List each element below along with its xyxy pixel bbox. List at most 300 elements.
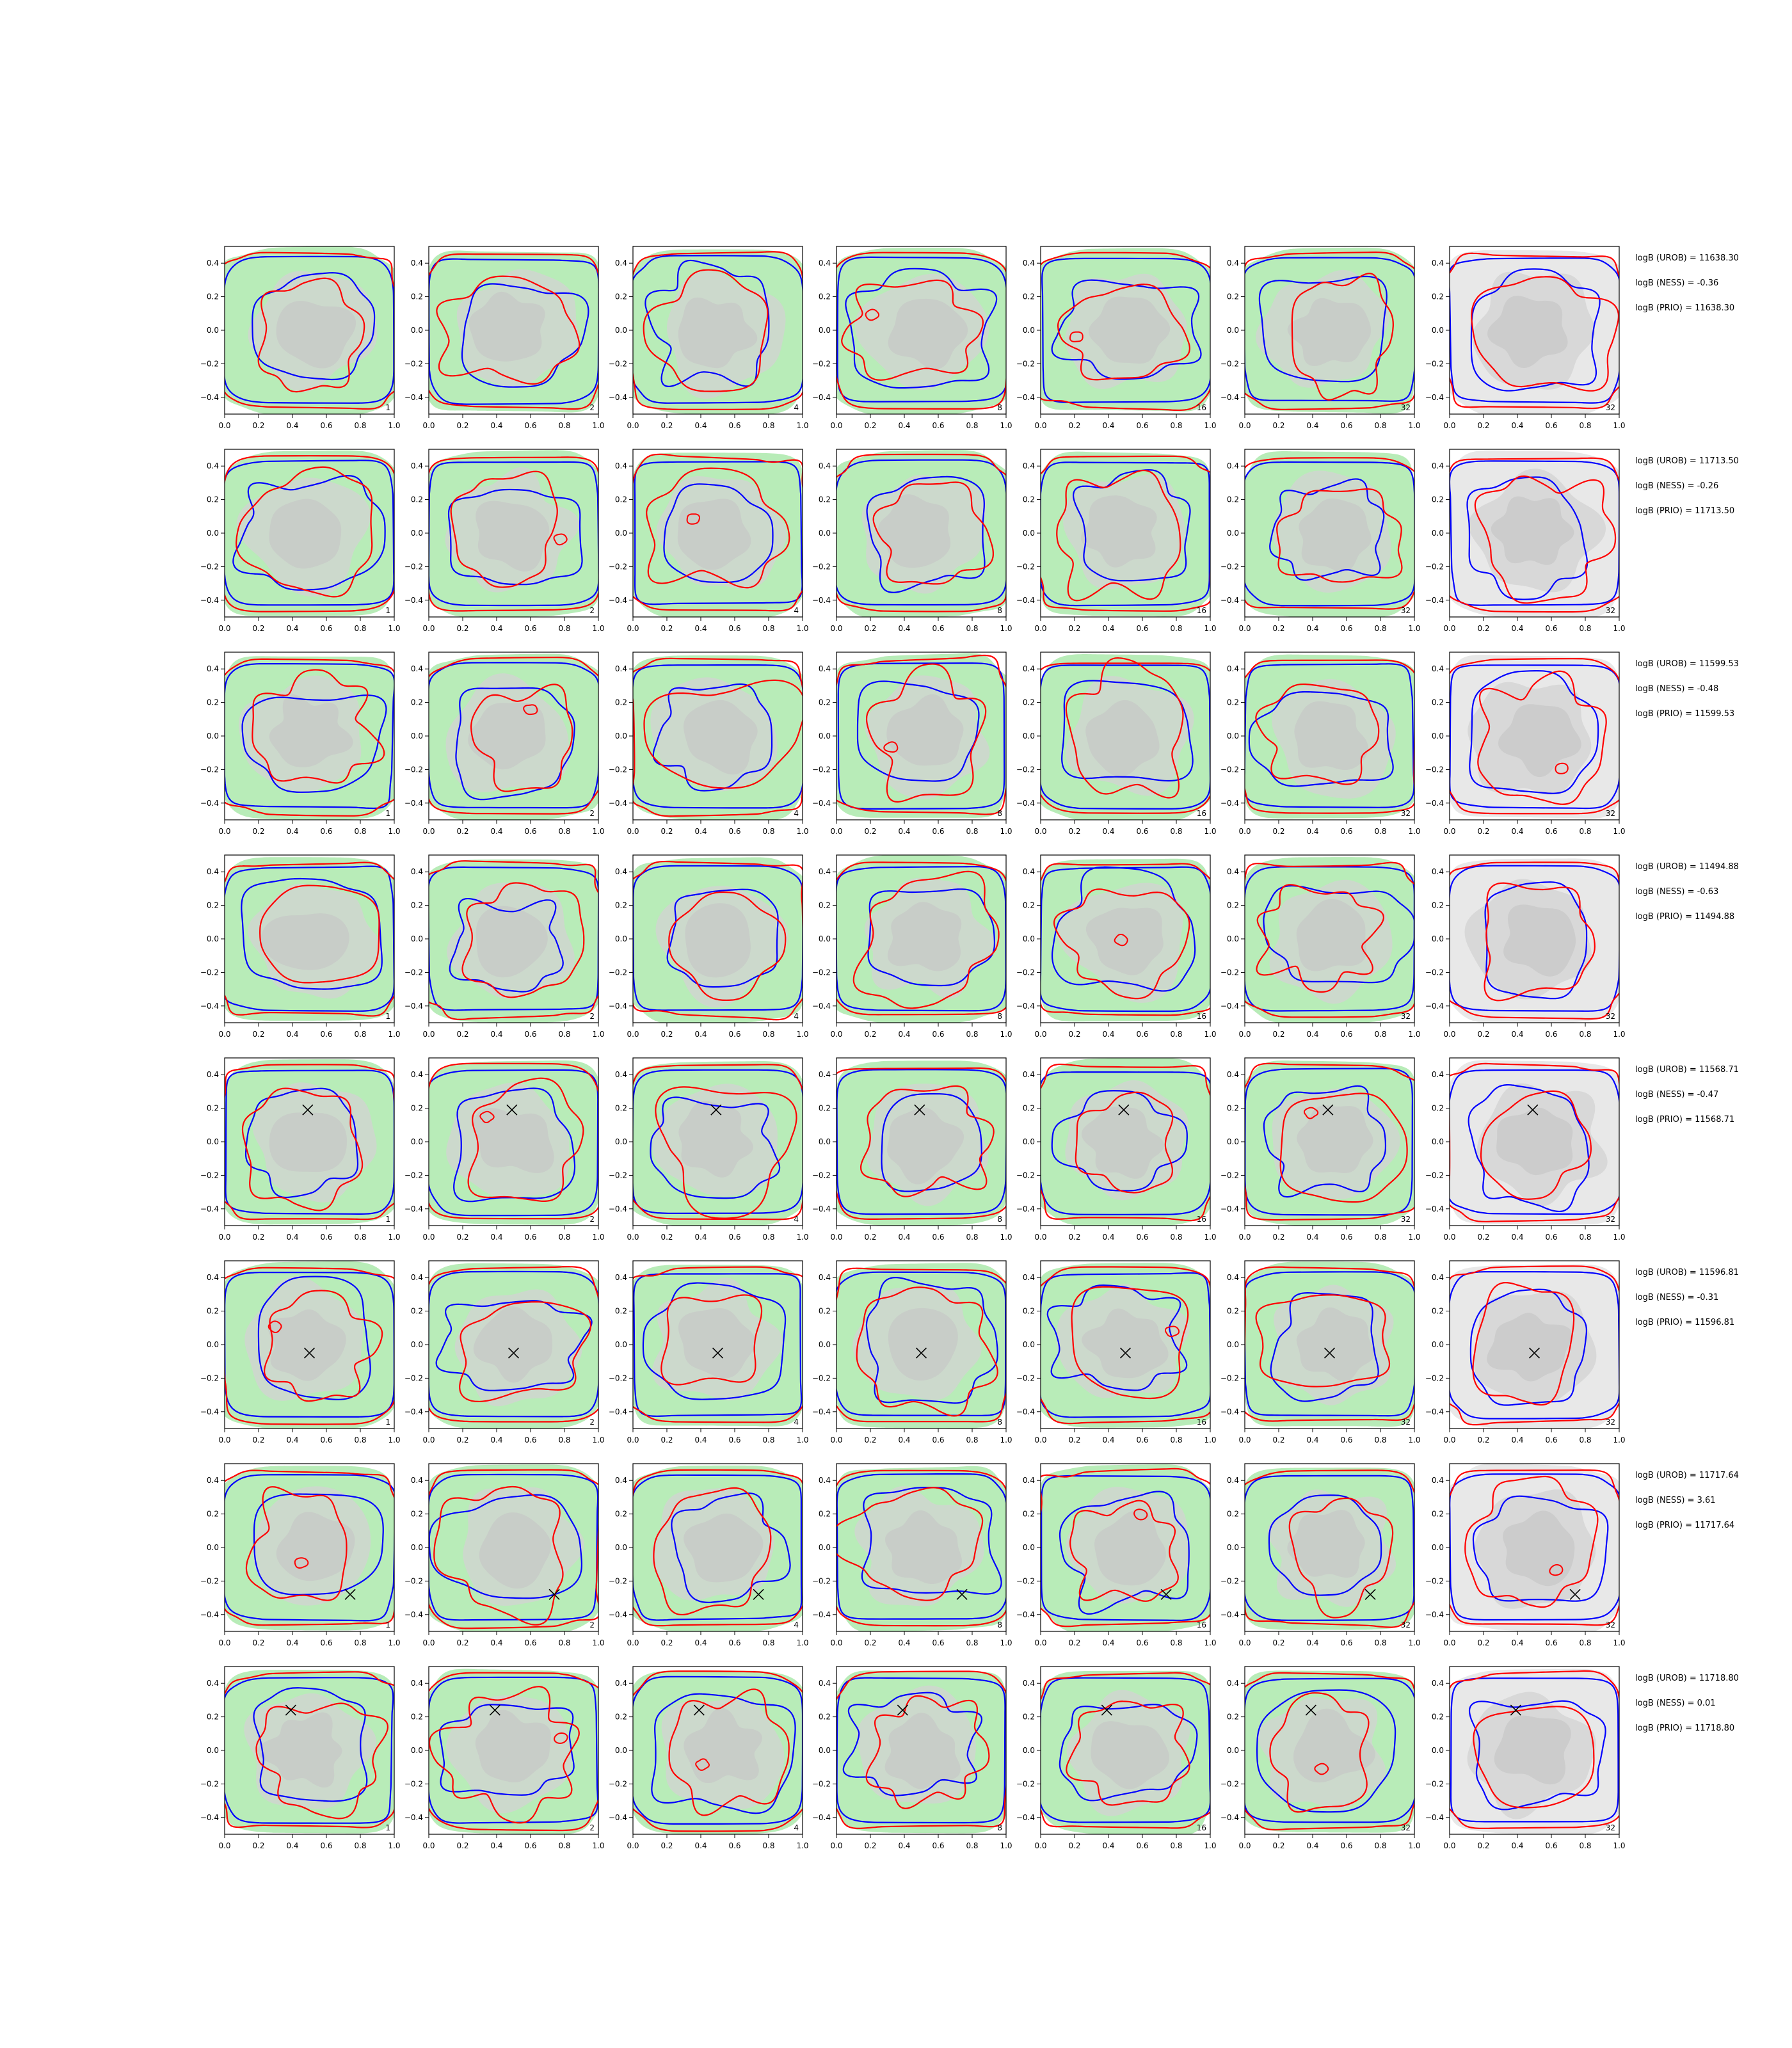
x-tick-label: 0.8 bbox=[558, 1233, 571, 1242]
subplot-r8-c4 bbox=[812, 1667, 1012, 1850]
subplot-r5-c4 bbox=[812, 1058, 1012, 1242]
y-tick-label: −0.2 bbox=[404, 359, 423, 369]
y-tick-label: −0.4 bbox=[404, 798, 423, 808]
y-tick-label: 0.4 bbox=[614, 1273, 627, 1283]
x-tick-label: 1.0 bbox=[388, 1841, 401, 1850]
subplot-r8-c3 bbox=[609, 1667, 809, 1850]
subplot-r7-c3 bbox=[609, 1464, 809, 1647]
y-tick-label: −0.4 bbox=[1425, 1407, 1444, 1416]
x-tick-label: 0.0 bbox=[1238, 1030, 1251, 1039]
y-tick-label: −0.4 bbox=[608, 1204, 627, 1213]
y-tick-label: 0.0 bbox=[818, 529, 831, 538]
contour-layer bbox=[219, 1059, 401, 1224]
y-tick-label: 0.0 bbox=[206, 1137, 219, 1146]
x-tick-label: 0.2 bbox=[1272, 1638, 1285, 1647]
contour-layer bbox=[629, 655, 810, 820]
y-tick-label: −0.4 bbox=[1425, 1610, 1444, 1619]
y-tick-label: 0.0 bbox=[818, 934, 831, 943]
row-1-stat-1: logB (UROB) = 11638.30 bbox=[1635, 253, 1739, 263]
y-tick-label: −0.4 bbox=[404, 1204, 423, 1213]
x-tick-label: 0.2 bbox=[1477, 1233, 1490, 1242]
y-tick-label: 0.0 bbox=[206, 1543, 219, 1552]
x-tick-label: 0.4 bbox=[1306, 1030, 1319, 1039]
x-tick-label: 1.0 bbox=[1613, 1233, 1626, 1242]
x-tick-label: 0.8 bbox=[1374, 1841, 1387, 1850]
subplot-r5-c3 bbox=[609, 1058, 809, 1242]
contour-layer bbox=[628, 1466, 808, 1632]
contour-layer bbox=[831, 1060, 1012, 1226]
x-tick-label: 0.8 bbox=[762, 827, 775, 836]
contour-layer bbox=[424, 860, 605, 1023]
contour-layer bbox=[1444, 1669, 1626, 1835]
x-tick-label: 0.2 bbox=[660, 421, 673, 430]
subplot-r2-c1 bbox=[200, 449, 401, 633]
x-tick-label: 1.0 bbox=[1613, 1436, 1626, 1444]
x-tick-label: 0.0 bbox=[1238, 1436, 1251, 1444]
x-tick-label: 1.0 bbox=[1408, 1841, 1421, 1850]
y-tick-label: 0.0 bbox=[614, 1543, 627, 1552]
x-tick-label: 0.4 bbox=[1102, 1436, 1115, 1444]
x-tick-label: 0.0 bbox=[1238, 1841, 1251, 1850]
x-tick-label: 0.4 bbox=[286, 827, 299, 836]
subplot-count-label: 8 bbox=[997, 1418, 1002, 1427]
y-tick-label: −0.4 bbox=[812, 392, 831, 402]
x-tick-label: 0.6 bbox=[1136, 827, 1149, 836]
subplot-r8-c1 bbox=[200, 1667, 401, 1850]
y-tick-label: −0.2 bbox=[812, 1576, 831, 1586]
x-tick-label: 0.6 bbox=[1545, 1841, 1558, 1850]
y-tick-label: −0.2 bbox=[1016, 1779, 1035, 1789]
contour-layer bbox=[1444, 451, 1626, 619]
x-tick-label: 0.6 bbox=[728, 1436, 741, 1444]
subplot-count-label: 32 bbox=[1400, 809, 1411, 818]
x-tick-label: 0.0 bbox=[627, 624, 639, 633]
x-tick-label: 0.4 bbox=[286, 421, 299, 430]
y-tick-label: −0.4 bbox=[812, 1407, 831, 1416]
x-tick-label: 0.2 bbox=[864, 1030, 877, 1039]
x-tick-label: 1.0 bbox=[1000, 1841, 1012, 1850]
y-tick-label: 0.4 bbox=[1226, 259, 1239, 268]
row-1-stat-2: logB (NESS) = -0.36 bbox=[1635, 278, 1719, 288]
x-tick-label: 0.2 bbox=[864, 1638, 877, 1647]
x-tick-label: 0.8 bbox=[354, 421, 367, 430]
x-tick-label: 0.4 bbox=[898, 1638, 911, 1647]
y-tick-label: 0.0 bbox=[1022, 326, 1035, 335]
x-tick-label: 0.0 bbox=[830, 827, 843, 836]
subplot-r7-c7 bbox=[1425, 1464, 1626, 1647]
y-tick-label: −0.2 bbox=[608, 968, 627, 977]
row-4-stat-2: logB (NESS) = -0.63 bbox=[1635, 887, 1719, 897]
x-tick-label: 0.2 bbox=[864, 1436, 877, 1444]
x-tick-label: 0.4 bbox=[694, 1436, 707, 1444]
y-tick-label: 0.0 bbox=[614, 326, 627, 335]
subplot-r6-c7 bbox=[1425, 1261, 1626, 1444]
contour-layer bbox=[1240, 1670, 1419, 1832]
x-tick-label: 0.4 bbox=[490, 1233, 503, 1242]
x-tick-label: 0.8 bbox=[966, 1638, 979, 1647]
x-tick-label: 0.4 bbox=[1511, 1638, 1524, 1647]
x-tick-label: 0.6 bbox=[320, 1638, 333, 1647]
y-tick-label: −0.4 bbox=[404, 1001, 423, 1011]
x-tick-label: 0.4 bbox=[490, 1436, 503, 1444]
x-tick-label: 0.6 bbox=[728, 421, 741, 430]
subplot-count-label: 4 bbox=[794, 1620, 799, 1629]
x-tick-label: 0.8 bbox=[1374, 421, 1387, 430]
subplot-r1-c7 bbox=[1425, 246, 1626, 430]
y-tick-label: 0.2 bbox=[614, 698, 627, 707]
x-tick-label: 1.0 bbox=[1204, 1841, 1217, 1850]
y-tick-label: −0.4 bbox=[1220, 1204, 1239, 1213]
subplot-count-label: 32 bbox=[1400, 1215, 1411, 1224]
y-tick-label: −0.2 bbox=[608, 1171, 627, 1180]
x-tick-label: 1.0 bbox=[1204, 1436, 1217, 1444]
x-tick-label: 0.6 bbox=[1340, 421, 1353, 430]
y-tick-label: 0.2 bbox=[206, 1103, 219, 1113]
y-tick-label: 0.0 bbox=[1022, 1543, 1035, 1552]
x-tick-label: 0.0 bbox=[218, 827, 231, 836]
subplot-count-label: 4 bbox=[794, 1012, 799, 1021]
x-tick-label: 0.2 bbox=[456, 1233, 469, 1242]
y-tick-label: −0.2 bbox=[812, 1373, 831, 1383]
x-tick-label: 0.4 bbox=[490, 624, 503, 633]
x-tick-label: 0.0 bbox=[1238, 421, 1251, 430]
x-tick-label: 0.0 bbox=[422, 1841, 435, 1850]
y-tick-label: 0.0 bbox=[614, 1746, 627, 1755]
y-tick-label: 0.4 bbox=[1226, 1070, 1239, 1080]
y-tick-label: −0.4 bbox=[1016, 798, 1035, 808]
y-tick-label: 0.0 bbox=[1022, 934, 1035, 943]
x-tick-label: 0.8 bbox=[966, 1841, 979, 1850]
x-tick-label: 0.4 bbox=[286, 1638, 299, 1647]
y-tick-label: 0.0 bbox=[818, 1746, 831, 1755]
y-tick-label: 0.4 bbox=[614, 664, 627, 674]
x-tick-label: 0.0 bbox=[1034, 827, 1047, 836]
y-tick-label: 0.4 bbox=[614, 1070, 627, 1080]
y-tick-label: 0.2 bbox=[1022, 1306, 1035, 1316]
y-tick-label: −0.4 bbox=[404, 1407, 423, 1416]
row-3-stat-1: logB (UROB) = 11599.53 bbox=[1635, 659, 1739, 669]
y-tick-label: 0.2 bbox=[206, 292, 219, 301]
x-tick-label: 0.8 bbox=[1374, 1030, 1387, 1039]
contour-layer bbox=[1444, 655, 1625, 819]
x-tick-label: 0.6 bbox=[932, 1030, 945, 1039]
y-tick-label: 0.0 bbox=[818, 1137, 831, 1146]
contour-layer bbox=[220, 1261, 399, 1429]
y-tick-label: 0.4 bbox=[1431, 1273, 1444, 1283]
x-tick-label: 0.2 bbox=[1068, 1841, 1081, 1850]
y-tick-label: −0.4 bbox=[200, 1812, 219, 1822]
y-tick-label: 0.2 bbox=[1226, 900, 1239, 910]
subplot-r5-c7 bbox=[1425, 1058, 1626, 1242]
y-tick-label: 0.4 bbox=[614, 259, 627, 268]
row-4-stat-1: logB (UROB) = 11494.88 bbox=[1635, 862, 1739, 872]
x-tick-label: 0.2 bbox=[1477, 1638, 1490, 1647]
y-tick-label: −0.2 bbox=[404, 1576, 423, 1586]
x-tick-label: 0.0 bbox=[218, 1030, 231, 1039]
y-tick-label: 0.2 bbox=[614, 1103, 627, 1113]
subplot-r5-c2 bbox=[404, 1058, 605, 1242]
y-tick-label: −0.4 bbox=[1016, 1001, 1035, 1011]
x-tick-label: 0.8 bbox=[966, 1436, 979, 1444]
y-tick-label: 0.4 bbox=[1431, 259, 1444, 268]
y-tick-label: −0.4 bbox=[1425, 798, 1444, 808]
y-tick-label: −0.2 bbox=[200, 765, 219, 774]
y-tick-label: −0.4 bbox=[200, 595, 219, 605]
y-tick-label: −0.4 bbox=[200, 1610, 219, 1619]
x-tick-label: 0.2 bbox=[456, 1436, 469, 1444]
x-tick-label: 0.6 bbox=[932, 624, 945, 633]
row-6-stat-1: logB (UROB) = 11596.81 bbox=[1635, 1268, 1739, 1277]
subplot-count-label: 32 bbox=[1400, 606, 1411, 615]
contour-layer bbox=[830, 855, 1011, 1023]
x-tick-label: 1.0 bbox=[1613, 1841, 1626, 1850]
x-tick-label: 0.0 bbox=[422, 624, 435, 633]
y-tick-label: 0.0 bbox=[410, 326, 423, 335]
x-tick-label: 0.0 bbox=[1443, 421, 1456, 430]
x-tick-label: 0.4 bbox=[694, 1233, 707, 1242]
x-tick-label: 0.4 bbox=[1102, 1030, 1115, 1039]
x-tick-label: 0.8 bbox=[354, 1841, 367, 1850]
y-tick-label: 0.2 bbox=[1431, 495, 1444, 504]
x-tick-label: 0.8 bbox=[762, 421, 775, 430]
x-tick-label: 0.6 bbox=[524, 1638, 537, 1647]
x-tick-label: 0.2 bbox=[1272, 1841, 1285, 1850]
subplot-r8-c7 bbox=[1425, 1667, 1626, 1850]
y-tick-label: 0.2 bbox=[818, 900, 831, 910]
y-tick-label: −0.2 bbox=[1220, 968, 1239, 977]
x-tick-label: 0.2 bbox=[1272, 624, 1285, 633]
x-tick-label: 0.0 bbox=[422, 1436, 435, 1444]
subplot-count-label: 8 bbox=[997, 403, 1002, 412]
y-tick-label: 0.4 bbox=[818, 867, 831, 877]
x-tick-label: 1.0 bbox=[796, 1841, 809, 1850]
contour-layer bbox=[1035, 1464, 1216, 1633]
y-tick-label: 0.2 bbox=[818, 1306, 831, 1316]
y-tick-label: −0.2 bbox=[1016, 562, 1035, 572]
y-tick-label: 0.2 bbox=[614, 495, 627, 504]
row-7-stat-2: logB (NESS) = 3.61 bbox=[1635, 1496, 1716, 1505]
x-tick-label: 0.2 bbox=[660, 1030, 673, 1039]
x-tick-label: 0.8 bbox=[1579, 1841, 1592, 1850]
x-tick-label: 0.0 bbox=[422, 1233, 435, 1242]
y-tick-label: −0.4 bbox=[1220, 1610, 1239, 1619]
contour-layer bbox=[1444, 1060, 1624, 1224]
x-tick-label: 0.8 bbox=[1170, 827, 1183, 836]
y-tick-label: 0.2 bbox=[410, 1306, 423, 1316]
x-tick-label: 0.8 bbox=[558, 624, 571, 633]
y-tick-label: −0.2 bbox=[1016, 1171, 1035, 1180]
subplot-r1-c5 bbox=[1016, 246, 1219, 430]
x-tick-label: 0.6 bbox=[524, 1436, 537, 1444]
subplot-r1-c1 bbox=[200, 246, 401, 430]
y-tick-label: −0.2 bbox=[1425, 765, 1444, 774]
y-tick-label: 0.4 bbox=[206, 867, 219, 877]
y-tick-label: 0.2 bbox=[1431, 1509, 1444, 1519]
subplot-count-label: 2 bbox=[589, 1418, 595, 1427]
x-tick-label: 0.4 bbox=[1306, 624, 1319, 633]
y-tick-label: 0.0 bbox=[206, 732, 219, 740]
x-tick-label: 0.6 bbox=[932, 1638, 945, 1647]
y-tick-label: 0.2 bbox=[818, 292, 831, 301]
x-tick-label: 0.2 bbox=[1272, 827, 1285, 836]
subplot-count-label: 2 bbox=[589, 1620, 595, 1629]
subplot-count-label: 4 bbox=[794, 1418, 799, 1427]
subplot-count-label: 4 bbox=[794, 403, 799, 412]
x-tick-label: 0.8 bbox=[1579, 1233, 1592, 1242]
x-tick-label: 0.0 bbox=[1443, 1638, 1456, 1647]
y-tick-label: 0.0 bbox=[1022, 1137, 1035, 1146]
x-tick-label: 0.4 bbox=[1306, 827, 1319, 836]
x-tick-label: 1.0 bbox=[388, 1638, 401, 1647]
y-tick-label: 0.4 bbox=[1226, 461, 1239, 471]
y-tick-label: −0.4 bbox=[608, 595, 627, 605]
x-tick-label: 0.0 bbox=[422, 1030, 435, 1039]
y-tick-label: 0.0 bbox=[1226, 529, 1239, 538]
y-tick-label: −0.4 bbox=[200, 1204, 219, 1213]
x-tick-label: 1.0 bbox=[1408, 624, 1421, 633]
y-tick-label: −0.4 bbox=[200, 798, 219, 808]
y-tick-label: 0.0 bbox=[818, 1340, 831, 1349]
x-tick-label: 0.6 bbox=[1340, 624, 1353, 633]
x-tick-label: 0.6 bbox=[1545, 1030, 1558, 1039]
y-tick-label: −0.4 bbox=[1016, 392, 1035, 402]
x-tick-label: 0.4 bbox=[1102, 1233, 1115, 1242]
subplot-count-label: 16 bbox=[1196, 1012, 1206, 1021]
contour-layer bbox=[422, 1669, 605, 1834]
x-tick-label: 0.2 bbox=[1068, 421, 1081, 430]
y-tick-label: 0.0 bbox=[410, 1137, 423, 1146]
x-tick-label: 0.2 bbox=[252, 624, 265, 633]
x-tick-label: 1.0 bbox=[1204, 1030, 1217, 1039]
y-tick-label: 0.2 bbox=[1022, 900, 1035, 910]
y-tick-label: −0.2 bbox=[608, 359, 627, 369]
y-tick-label: 0.4 bbox=[818, 1273, 831, 1283]
y-tick-label: 0.4 bbox=[206, 259, 219, 268]
x-tick-label: 0.2 bbox=[1068, 624, 1081, 633]
x-tick-label: 0.4 bbox=[1306, 1233, 1319, 1242]
y-tick-label: 0.2 bbox=[614, 900, 627, 910]
x-tick-label: 0.8 bbox=[1170, 624, 1183, 633]
x-tick-label: 1.0 bbox=[796, 1638, 809, 1647]
x-tick-label: 0.6 bbox=[320, 421, 333, 430]
contour-layer bbox=[219, 1670, 399, 1834]
x-tick-label: 0.6 bbox=[320, 1841, 333, 1850]
x-tick-label: 1.0 bbox=[592, 1030, 605, 1039]
x-tick-label: 1.0 bbox=[388, 421, 401, 430]
y-tick-label: 0.0 bbox=[206, 1340, 219, 1349]
subplot-count-label: 32 bbox=[1605, 606, 1615, 615]
subplot-count-label: 16 bbox=[1196, 1418, 1206, 1427]
x-tick-label: 0.6 bbox=[1545, 624, 1558, 633]
y-tick-label: 0.2 bbox=[1431, 698, 1444, 707]
y-tick-label: −0.4 bbox=[812, 1204, 831, 1213]
contour-layer bbox=[425, 1464, 602, 1633]
x-tick-label: 0.4 bbox=[1102, 421, 1115, 430]
y-tick-label: 0.2 bbox=[1022, 1103, 1035, 1113]
y-tick-label: −0.2 bbox=[1425, 359, 1444, 369]
x-tick-label: 0.6 bbox=[1340, 1233, 1353, 1242]
x-tick-label: 0.2 bbox=[456, 827, 469, 836]
x-tick-label: 1.0 bbox=[592, 624, 605, 633]
y-tick-label: −0.4 bbox=[1220, 392, 1239, 402]
x-tick-label: 0.2 bbox=[660, 1841, 673, 1850]
y-tick-label: −0.2 bbox=[200, 1779, 219, 1789]
x-tick-label: 0.8 bbox=[354, 1030, 367, 1039]
y-tick-label: 0.4 bbox=[410, 867, 423, 877]
y-tick-label: 0.4 bbox=[410, 1476, 423, 1485]
subplot-count-label: 32 bbox=[1400, 1418, 1411, 1427]
y-tick-label: −0.4 bbox=[812, 1610, 831, 1619]
y-tick-label: 0.4 bbox=[1431, 664, 1444, 674]
y-tick-label: 0.2 bbox=[410, 495, 423, 504]
x-tick-label: 0.2 bbox=[1477, 421, 1490, 430]
x-tick-label: 1.0 bbox=[1204, 421, 1217, 430]
x-tick-label: 1.0 bbox=[388, 1233, 401, 1242]
x-tick-label: 0.2 bbox=[252, 1233, 265, 1242]
contour-layer bbox=[628, 452, 807, 619]
y-tick-label: −0.4 bbox=[404, 595, 423, 605]
x-tick-label: 0.8 bbox=[354, 1233, 367, 1242]
x-tick-label: 0.4 bbox=[1102, 1638, 1115, 1647]
y-tick-label: −0.4 bbox=[404, 1812, 423, 1822]
y-tick-label: −0.4 bbox=[608, 798, 627, 808]
x-tick-label: 0.0 bbox=[627, 1841, 639, 1850]
y-tick-label: 0.2 bbox=[1226, 292, 1239, 301]
x-tick-label: 0.4 bbox=[490, 1030, 503, 1039]
x-tick-label: 0.8 bbox=[966, 1030, 979, 1039]
subplot-count-label: 2 bbox=[589, 809, 595, 818]
x-tick-label: 0.2 bbox=[1272, 1030, 1285, 1039]
y-tick-label: −0.4 bbox=[812, 1001, 831, 1011]
x-tick-label: 0.2 bbox=[1068, 1030, 1081, 1039]
x-tick-label: 0.6 bbox=[932, 1233, 945, 1242]
x-tick-label: 0.6 bbox=[524, 624, 537, 633]
x-tick-label: 0.0 bbox=[830, 1233, 843, 1242]
x-tick-label: 0.8 bbox=[762, 1233, 775, 1242]
y-tick-label: 0.0 bbox=[1226, 1340, 1239, 1349]
contour-layer bbox=[218, 857, 401, 1021]
y-tick-label: 0.2 bbox=[410, 292, 423, 301]
y-tick-label: 0.2 bbox=[206, 1712, 219, 1722]
y-tick-label: 0.2 bbox=[1226, 495, 1239, 504]
x-tick-label: 0.0 bbox=[1034, 1841, 1047, 1850]
y-tick-label: 0.0 bbox=[206, 529, 219, 538]
x-tick-label: 0.4 bbox=[1511, 1030, 1524, 1039]
x-tick-label: 0.6 bbox=[320, 1233, 333, 1242]
y-tick-label: 0.0 bbox=[1431, 1340, 1444, 1349]
x-tick-label: 0.2 bbox=[864, 1233, 877, 1242]
x-tick-label: 0.0 bbox=[1034, 1436, 1047, 1444]
y-tick-label: 0.2 bbox=[818, 1712, 831, 1722]
x-tick-label: 0.0 bbox=[218, 1436, 231, 1444]
subplot-r8-c5 bbox=[1016, 1667, 1217, 1850]
x-tick-label: 1.0 bbox=[1408, 421, 1421, 430]
x-tick-label: 0.2 bbox=[252, 1030, 265, 1039]
subplot-r8-c2 bbox=[404, 1667, 605, 1850]
x-tick-label: 0.2 bbox=[456, 1030, 469, 1039]
y-tick-label: 0.0 bbox=[614, 934, 627, 943]
x-tick-label: 0.6 bbox=[728, 1030, 741, 1039]
x-tick-label: 0.8 bbox=[1374, 827, 1387, 836]
x-tick-label: 0.8 bbox=[558, 827, 571, 836]
y-tick-label: −0.2 bbox=[1016, 968, 1035, 977]
x-tick-label: 0.8 bbox=[1579, 1030, 1592, 1039]
y-tick-label: −0.2 bbox=[200, 1373, 219, 1383]
x-tick-label: 0.4 bbox=[1511, 421, 1524, 430]
x-tick-label: 0.0 bbox=[1238, 827, 1251, 836]
y-tick-label: 0.2 bbox=[1431, 1712, 1444, 1722]
subplot-r4-c7 bbox=[1425, 855, 1626, 1039]
